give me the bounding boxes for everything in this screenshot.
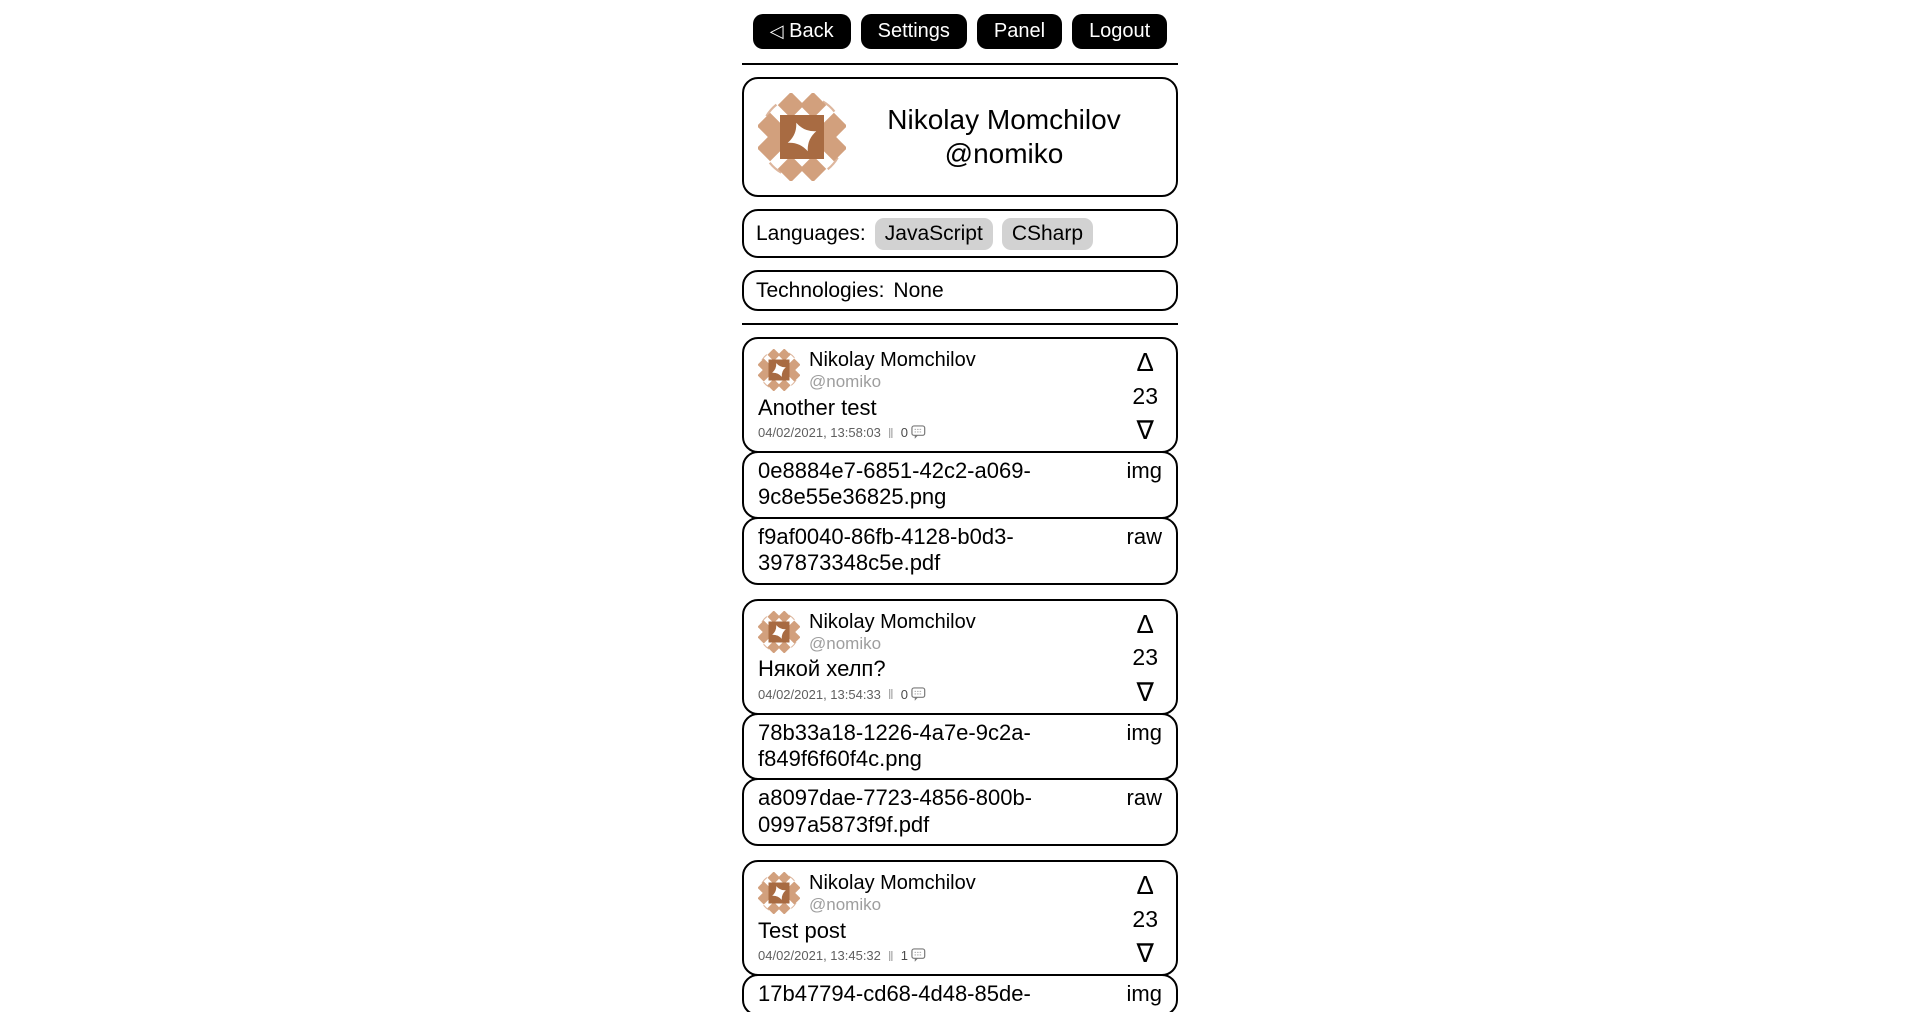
attachment-filename: 17b47794-cd68-4d48-85de- (758, 981, 1031, 1007)
technologies-value: None (893, 278, 944, 302)
attachment-filename: a8097dae-7723-4856-800b-0997a5873f9f.pdf (758, 785, 1033, 837)
post-meta (758, 686, 976, 702)
post-author-row (758, 349, 976, 392)
post-card (742, 860, 1178, 976)
content-column (742, 63, 1178, 1012)
post-author-handle: @nomiko (809, 895, 882, 915)
meta-separator: ‖ (887, 424, 894, 441)
downvote-button[interactable]: ∇ (1136, 415, 1154, 445)
posts-divider (742, 323, 1178, 325)
vote-count: 23 (1132, 905, 1158, 932)
language-badge-javascript: JavaScript (875, 218, 993, 250)
back-arrow-icon: ◁ (769, 21, 784, 41)
attachment-row[interactable] (742, 713, 1178, 781)
top-divider (742, 63, 1178, 65)
post-title[interactable]: Някой хелп? (758, 656, 886, 682)
technologies-label: Technologies: (756, 278, 885, 302)
post-timestamp: 04/02/2021, 13:54:33 (758, 686, 881, 702)
vote-column (1132, 349, 1162, 443)
language-badge-csharp: CSharp (1002, 218, 1093, 250)
attachment-row[interactable] (742, 451, 1178, 519)
comment-icon (911, 425, 926, 440)
meta-separator: ‖ (887, 947, 894, 964)
post-author-name: Nikolay Momchilov (809, 349, 976, 371)
attachment-row[interactable] (742, 778, 1178, 846)
attachment-filename: 78b33a18-1226-4a7e-9c2a-f849f6f60f4c.png (758, 719, 1031, 771)
attachment-filename: f9af0040-86fb-4128-b0d3-397873348c5e.pdf (758, 523, 1014, 576)
attachment-filename: 0e8884e7-6851-42c2-a069-9c8e55e36825.png (758, 458, 1031, 510)
post-author-row (758, 611, 976, 654)
post-author-name: Nikolay Momchilov (809, 610, 976, 633)
post-author-handle: @nomiko (809, 372, 882, 391)
upvote-button[interactable]: Δ (1136, 870, 1154, 901)
author-block (809, 611, 976, 654)
back-button[interactable] (753, 14, 851, 49)
profile-name-block (846, 103, 1162, 171)
languages-card (742, 209, 1178, 258)
post-group (742, 599, 1178, 847)
attachment-type-badge: img (1126, 719, 1162, 745)
profile-card (742, 77, 1178, 197)
back-button-label: Back (789, 20, 834, 42)
post-group (742, 860, 1178, 1012)
post-meta (758, 948, 976, 964)
post-card (742, 337, 1178, 453)
comment-count: 1 (900, 948, 908, 964)
post-timestamp: 04/02/2021, 13:45:32 (758, 948, 881, 964)
vote-column (1132, 870, 1162, 969)
comment-indicator (901, 425, 926, 440)
post-author-name: Nikolay Momchilov (809, 872, 976, 895)
author-block (809, 872, 976, 915)
post-author-row (758, 872, 976, 915)
post-group (742, 337, 1178, 585)
post-avatar-identicon (758, 349, 800, 391)
profile-handle: @nomiko (944, 138, 1064, 169)
downvote-button[interactable]: ∇ (1136, 676, 1154, 707)
post-title[interactable]: Test post (758, 917, 847, 943)
upvote-button[interactable]: Δ (1136, 347, 1154, 377)
post-title[interactable]: Another test (758, 394, 877, 420)
top-nav (0, 14, 1920, 49)
comment-indicator (901, 687, 926, 702)
comment-count: 0 (900, 425, 908, 441)
upvote-button[interactable]: Δ (1136, 608, 1154, 639)
attachment-type-badge: raw (1126, 523, 1162, 549)
panel-button[interactable]: Panel (977, 14, 1062, 49)
post-author-handle: @nomiko (809, 633, 882, 653)
attachment-row[interactable] (742, 974, 1178, 1012)
post-main (758, 872, 976, 966)
author-block (809, 349, 976, 392)
downvote-button[interactable]: ∇ (1136, 938, 1154, 969)
post-timestamp: 04/02/2021, 13:58:03 (758, 425, 881, 441)
vote-column (1132, 608, 1162, 707)
post-avatar-identicon (758, 872, 800, 914)
meta-separator: ‖ (887, 686, 894, 703)
vote-count: 23 (1132, 382, 1158, 409)
post-meta (758, 425, 976, 441)
technologies-card (742, 270, 1178, 311)
comment-count: 0 (900, 686, 908, 702)
post-main (758, 611, 976, 705)
logout-button[interactable]: Logout (1072, 14, 1167, 49)
comment-indicator (901, 948, 926, 963)
vote-count: 23 (1132, 644, 1158, 671)
attachment-row[interactable] (742, 517, 1178, 585)
comment-icon (911, 687, 926, 702)
post-card (742, 599, 1178, 715)
settings-button[interactable]: Settings (861, 14, 967, 49)
attachment-type-badge: raw (1126, 785, 1162, 811)
post-main (758, 349, 976, 443)
attachment-type-badge: img (1126, 981, 1162, 1007)
comment-icon (911, 948, 926, 963)
post-avatar-identicon (758, 611, 800, 653)
profile-name: Nikolay Momchilov (887, 103, 1121, 135)
languages-label: Languages: (756, 221, 866, 245)
attachment-type-badge: img (1126, 458, 1162, 483)
profile-avatar-identicon (758, 93, 846, 181)
